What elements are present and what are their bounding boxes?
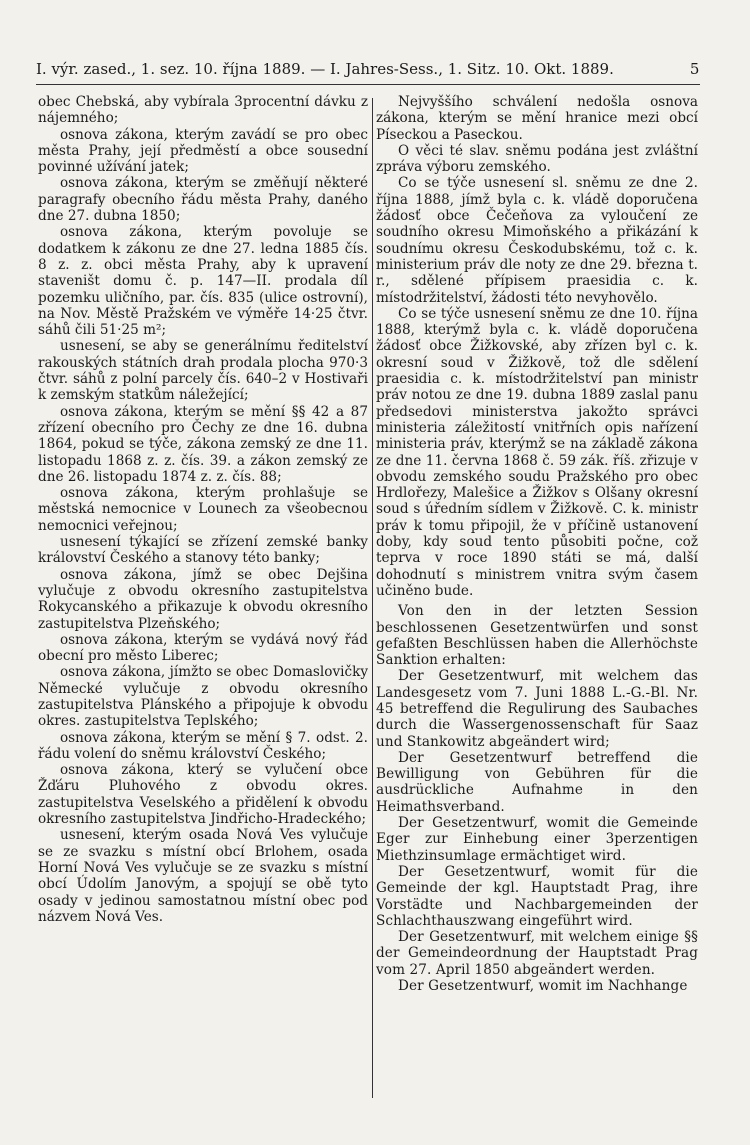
paragraph: Co se týče usnesení sl. sněmu ze dne 2. října 1888, jímž byla c. k. vládě doporučena žádosť obce Čečeňova za vyloučení ze soudního okresu Mimoňského a přikázání k soudnímu okresu Českodubskému, tož c. k. ministerium práv dle noty ze dne 29. března t. r., sdělené přípisem praesidia c. k. místodržitelství, žádosti této nevyhovělo. [376,175,698,306]
paragraph: osnova zákona, který se vylučení obce Žďáru Pluhového z obvodu okres. zastupitelstva Veselského a přidělení k obvodu okresního zastupitelstva Jindřicho-Hradeckého; [38,762,368,828]
paragraph-german: Der Gesetzentwurf, womit im Nachhange [398,978,688,995]
paragraph: osnova zákona, kterým povoluje se dodatkem k zákonu ze dne 27. ledna 1885 čís. 8 z. z. obci města Prahy, aby k upravení staveništ domu č. p. 147—II. prodala díl pozemku uličního, par. čís. 835 (ulice ostrovní), na Nov. Městě Pražském ve výměře 14·25 čtvr. sáhů čili 51·25 m²; [38,224,368,339]
column-divider [372,98,373,1098]
paragraph: Co se týče usnesení sněmu ze dne 10. října 1888, kterýmž byla c. k. vládě doporučena žádosť obce Žižkovské, aby zřízen byl c. k. okresní soud v Žižkově, tož dle sdělení praesidia c. k. místodržitelství pan ministr práv notou ze dne 19. dubna 1889 zaslal panu předsedovi ministerstva jakožto správci ministeria záležitostí vnitřních opis nařízení ministeria práv, kterýmž se na základě zákona ze dne 11. června 1868 č. 59 zák. říš. zřizuje v obvodu zemského soudu Pražského pro obec Hrdlořezy, Malešice a Žižkov s Olšany okresní soud s úředním sídlem v Žižkově. C. k. ministr práv k tomu připojil, že v příčině ustanovení doby, kdy soud tento působiti počne, což teprva v roce 1890 státi se má, další dohodnutí s ministrem vnitra svým časem učiněno bude. [376,305,698,599]
paragraph-german: Der Gesetzentwurf betreffend die Bewilligung von Gebühren für die ausdrückliche Aufnahme in den Heimathsverband. [376,749,698,815]
paragraph-german: Der Gesetzentwurf, mit welchem das Landesgesetz vom 7. Juni 1888 L.-G.-Bl. Nr. 45 betreffend die Regulirung des Saubaches durch die Wassergenossenschaft für Saaz und Stankowitz abgeändert wird; [376,668,698,750]
right-column [376,94,698,994]
paragraph-german: Der Gesetzentwurf, mit welchem einige §§ der Gemeindeordnung der Hauptstadt Prag vom 27. April 1850 abgeändert werden. [376,929,698,978]
paragraph: osnova zákona, kterým se změňují některé paragrafy obecního řádu města Prahy, daného dne 27. dubna 1850; [38,175,368,225]
paragraph-german: Von den in der letzten Session beschlossenen Gesetzentwürfen und sonst gefaßten Beschlüssen haben die Allerhöchste Sanktion erhalten: [376,603,698,669]
paragraph: usnesení, se aby se generálnímu ředitelství rakouských státních drah prodala plocha 970·3 čtvr. sáhů z polní parcely čís. 640–2 v Hostivaři k zemským statkům náležející; [38,338,368,404]
paragraph: osnova zákona, kterým se vydává nový řád obecní pro město Liberec; [38,631,368,665]
paragraph: Nejvyššího schválení nedošla osnova zákona, kterým se mění hranice mezi obcí Píseckou a Paseckou. [376,94,698,143]
paragraph: obec Chebská, aby vybírala 3procentní dávku z nájemného; [38,94,368,127]
left-column [38,94,368,925]
paragraph: osnova zákona, jímžto se obec Domaslovičky Německé vylučuje z obvodu okresního zastupitelstva Plánského a připojuje k obvodu okres. zastupitelstva Teplského; [38,664,368,730]
paragraph: O věci té slav. sněmu podána jest zvláštní zpráva výboru zemského. [376,142,698,176]
paragraph: osnova zákona, kterým prohlašuje se městská nemocnice v Lounech za všeobecnou nemocnici veřejnou; [38,485,368,534]
paragraph-german: Der Gesetzentwurf, womit die Gemeinde Eger zur Einhebung einer 3perzentigen Miethzinsumlage ermächtiget wird. [376,815,698,864]
paragraph: osnova zákona, kterým se mění § 7. odst. 2. řádu volení do sněmu království Českého; [38,729,368,762]
paragraph: usnesení, kterým osada Nová Ves vylučuje se ze svazku s místní obcí Brlohem, osada Horní Nová Ves vylučuje se ze svazku s místní obcí Údolím Janovým, a spojují se obě tyto osady v jedinou samostatnou místní obec pod názvem Nová Ves. [38,827,368,925]
paragraph: osnova zákona, jímž se obec Dejšina vylučuje z obvodu okresního zastupitelstva Rokycanského a přikazuje k obvodu okresního zastupitelstva Plzeňského; [38,566,368,632]
running-header [36,58,700,85]
paragraph: usnesení týkající se zřízení zemské banky království Českého a stanovy této banky; [38,534,368,567]
header-title: I. výr. zased., 1. sez. 10. října 1889. — I. Jahres-Sess., 1. Sitz. 10. Okt. 1889. [36,60,614,78]
paragraph-german: Der Gesetzentwurf, womit für die Gemeinde der kgl. Hauptstadt Prag, ihre Vorstädte und Nachbargemeinden der Schlachthauszwang eingeführt wird. [376,863,698,929]
paragraph: osnova zákona, kterým se mění §§ 42 a 87 zřízení obecního pro Čechy ze dne 16. dubna 1864, pokud se týče, zákona zemský ze dne 11. listopadu 1868 z. z. čís. 39. a zákon zemský ze dne 26. listopadu 1874 z. z. čís. 88; [38,403,368,485]
paragraph: osnova zákona, kterým zavádí se pro obec města Prahy, její předměstí a obce sousední povinné užívání jatek; [38,126,368,176]
page-number: 5 [689,60,700,78]
